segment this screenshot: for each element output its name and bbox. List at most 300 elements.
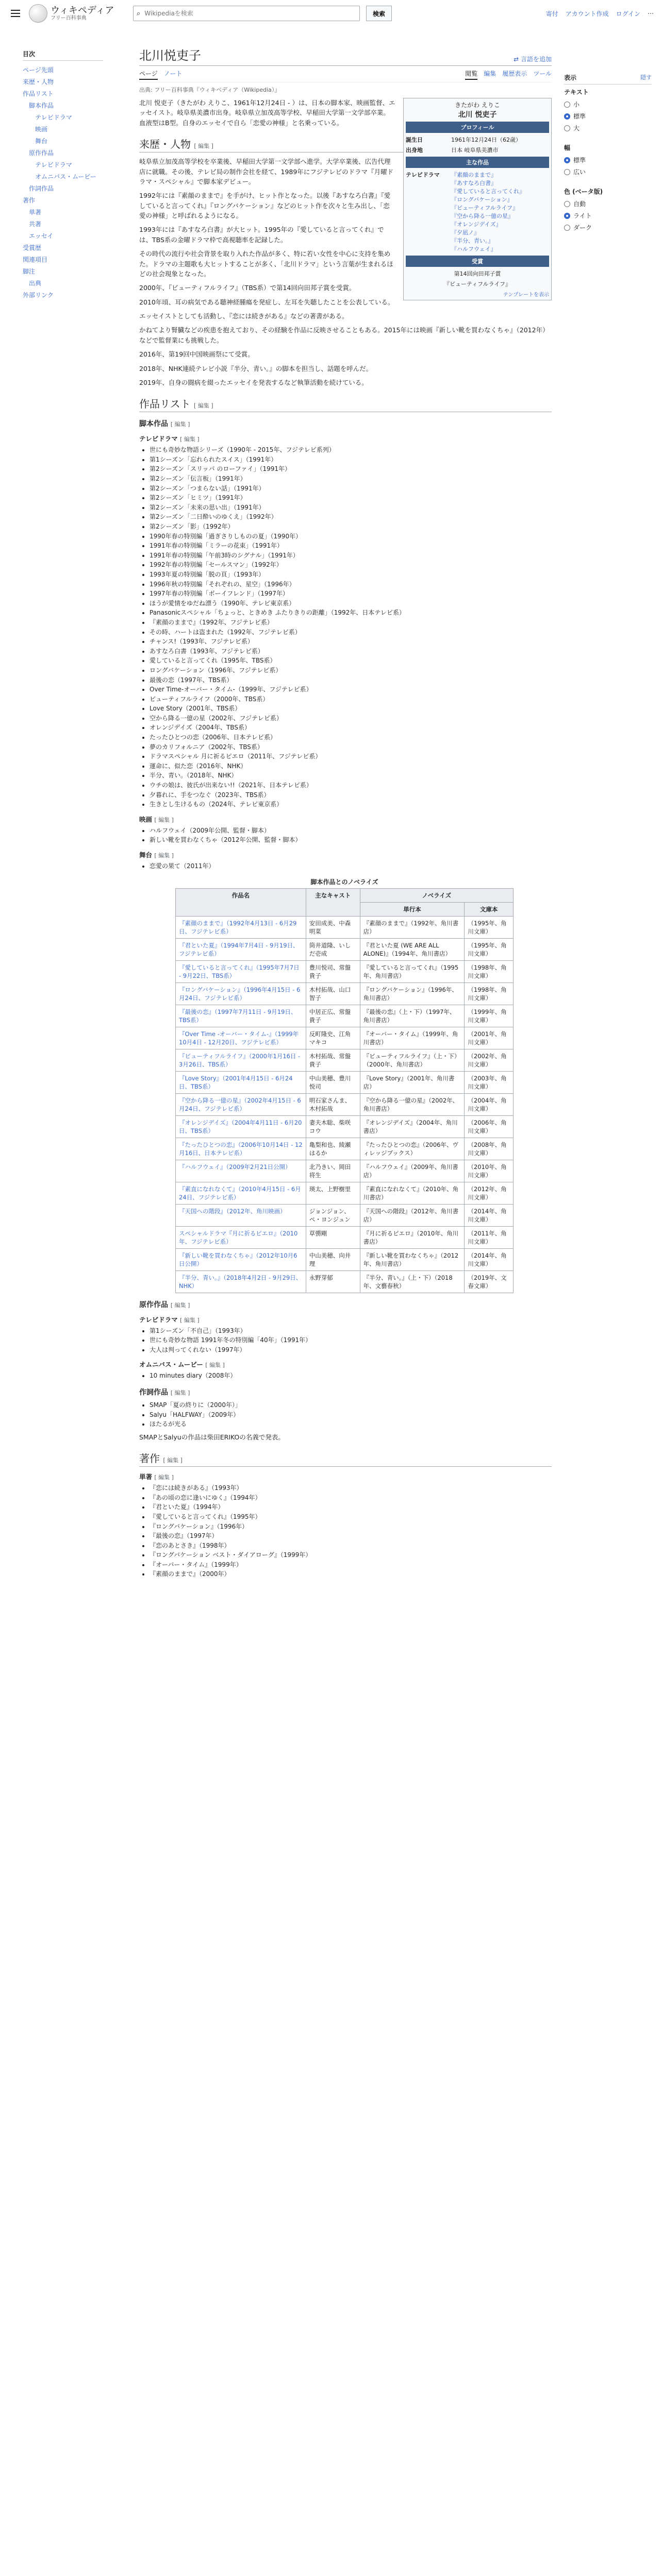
- list-item: • 生きとし生けるもの（2024年、テレビ東京系）: [150, 800, 552, 809]
- appearance-panel: [564, 73, 652, 243]
- edit-link[interactable]: [ 編集 ]: [180, 1316, 200, 1324]
- edit-link[interactable]: [ 編集 ]: [163, 1457, 183, 1464]
- infobox-template-link[interactable]: テンプレートを表示: [503, 292, 549, 298]
- list-item: • 1996年秋の特別編「それぞれの、星空」（1996年）: [150, 580, 552, 589]
- table-cell: 『オレンジデイズ』（2004年、角川書店）: [360, 1115, 465, 1138]
- table-cell: 永野芽郁: [306, 1270, 360, 1293]
- infobox-work-link[interactable]: 『夕凪ノ』: [451, 229, 479, 236]
- table-cell: 『天国への階段』（2012年、角川書店）: [360, 1204, 465, 1226]
- toc-item[interactable]: テレビドラマ: [35, 114, 72, 121]
- section-heading-books: [139, 1450, 552, 1467]
- more-options-icon[interactable]: ⋯: [648, 10, 654, 17]
- toc-item[interactable]: 単著: [29, 209, 42, 216]
- list-item: • Panasonicスペシャル「ちょっと、ときめき ふたりきりの距離」（1992年、日本テレビ系）: [150, 608, 552, 618]
- list-item: • 空から降る一億の星（2002年、フジテレビ系）: [150, 714, 552, 723]
- table-caption: 脚本作品とのノベライズ: [310, 878, 378, 886]
- list-item: • 『恋には続きがある』（1993年）: [150, 1483, 552, 1493]
- table-cell: 『たったひとつの恋』（2006年10月14日 - 12月16日、日本テレビ系）: [176, 1138, 306, 1160]
- table-cell: 『ビューティフルライフ』（上・下）（2000年、角川書店）: [360, 1049, 465, 1071]
- logo-title: ウィキペディア: [51, 5, 114, 16]
- toc-item[interactable]: 原作作品: [29, 149, 54, 157]
- appearance-title: 表示: [564, 74, 577, 81]
- edit-link[interactable]: [ 編集 ]: [170, 421, 190, 428]
- radio-icon: [564, 101, 570, 108]
- tv-heading-text: テレビドラマ: [139, 435, 178, 443]
- infobox-key: 誕生日: [406, 137, 423, 143]
- table-cell: （2008年、角川文庫）: [465, 1138, 514, 1160]
- infobox-work-link[interactable]: 『ハルフウェイ』: [451, 246, 496, 252]
- infobox: [403, 98, 552, 300]
- infobox-award: 第14回向田邦子賞: [454, 270, 501, 277]
- table-cell: （2002年、角川文庫）: [465, 1049, 514, 1071]
- list-item: • ロングバケーション（1996年、フジテレビ系）: [150, 666, 552, 675]
- table-row: [176, 1270, 514, 1293]
- list-item: • ビューティフルライフ（2000年、TBS系）: [150, 694, 552, 704]
- subsection-heading-original: [139, 1299, 552, 1310]
- option-label: 自動: [573, 200, 586, 208]
- infobox-value: 日本 岐阜県美濃市: [451, 147, 499, 154]
- table-cell: 『空から降る一億の星』（2002年4月15日 - 6月24日、フジテレビ系）: [176, 1093, 306, 1115]
- edit-link[interactable]: [ 編集 ]: [205, 1362, 225, 1369]
- list-item: • 1993年夏の特別編「脱の頁」（1993年）: [150, 570, 552, 580]
- table-cell: 瑛太、上野樹里: [306, 1182, 360, 1204]
- toc-item[interactable]: 脚本作品: [29, 102, 54, 109]
- table-row: [176, 1204, 514, 1226]
- infobox-work-link[interactable]: 『素顔のままで』: [451, 172, 496, 178]
- list-item: • 半分、青い。（2018年、NHK）: [150, 771, 552, 781]
- bio-paragraph: 2018年、NHK連続テレビ小説『半分、青い。』の脚本を担当し、話題を呼んだ。: [139, 364, 373, 372]
- text-size-standard[interactable]: [564, 110, 652, 122]
- list-item: • 1992年春の特別編「セールスマン」（1992年）: [150, 560, 552, 570]
- edit-link[interactable]: [ 編集 ]: [180, 436, 200, 443]
- list-item: • 第2シーズン「影」（1992年）: [150, 522, 552, 532]
- hide-appearance-button[interactable]: 隠す: [640, 74, 652, 81]
- movie-heading-text: 映画: [139, 815, 153, 823]
- list-item: • ほうが愛情をゆだね漂う（1990年、テレビ東京系）: [150, 599, 552, 608]
- subsubsection-heading-tv: [139, 434, 552, 443]
- list-item: • 『君といた夏』（1994年）: [150, 1502, 552, 1512]
- table-row: [176, 1071, 514, 1093]
- list-item: • SMAP「夏の終りに（2000年）」: [150, 1400, 552, 1410]
- radio-icon: [564, 169, 570, 175]
- table-header: ノベライズ: [360, 888, 513, 902]
- table-cell: 明石家さんま、木村拓哉: [306, 1093, 360, 1115]
- infobox-row: [406, 145, 549, 155]
- color-label: 色 (ベータ版): [564, 188, 603, 195]
- table-header: 主なキャスト: [306, 888, 360, 916]
- radio-selected-icon: [564, 157, 570, 163]
- table-row: [176, 916, 514, 938]
- edit-link[interactable]: [ 編集 ]: [154, 816, 174, 823]
- table-cell: 『半分、青い。』（上・下）（2018年、文藝春秋）: [360, 1270, 465, 1293]
- intro-paragraph: 北川 悦吏子（きたがわ えりこ、1961年12月24日 - ）は、日本の脚本家、映画監督、エッセイスト。岐阜県美濃市出身。岐阜県立加茂高等学校、早稲田大学第一文学部卒業。血液型はB型。自身のエッセイで自ら「恋愛の神様」と名乗っている。: [139, 99, 395, 127]
- list-item: • 『あの頃の恋に逢いにゆく』（1994年）: [150, 1493, 552, 1503]
- list-item: • ハルフウェイ（2009年公開、監督・脚本）: [150, 826, 552, 836]
- table-cell: 『素直になれなくて』（2010年、角川書店）: [360, 1182, 465, 1204]
- table-cell: ジョンジョン、ペ・ヨンジュン: [306, 1204, 360, 1226]
- bio-paragraph: 2016年、第19回中国映画祭にて受賞。: [139, 350, 254, 359]
- table-cell: 『月に祈るピエロ』（2010年、角川書店）: [360, 1226, 465, 1248]
- list-item: • 1991年春の特別編「ミラーの花束」（1991年）: [150, 541, 552, 551]
- bio-paragraph: 1993年には『あすなろ白書』が大ヒット。1995年の『愛していると言ってくれ』では、TBS系の金曜ドラマ枠で高視聴率を記録した。: [139, 226, 384, 244]
- option-label: 大: [573, 125, 580, 132]
- tab-edit[interactable]: 編集: [484, 70, 496, 77]
- toc-item[interactable]: 映画: [35, 126, 48, 133]
- script-heading-text: 脚本作品: [139, 420, 168, 429]
- list-item: • 『愛していると言ってくれ』（1995年）: [150, 1512, 552, 1522]
- list-item: • 1997年春の特別編「ボーイフレンド」（1997年）: [150, 589, 552, 599]
- login-link[interactable]: ログイン: [616, 10, 640, 18]
- tab-read[interactable]: 閲覧: [465, 69, 477, 80]
- tab-page[interactable]: ページ: [139, 69, 158, 80]
- list-item: • 第2シーズン「伝言板」（1991年）: [150, 474, 552, 484]
- toc-item[interactable]: ページ先頭: [23, 66, 54, 74]
- list-item: • 第1シーズン「忘れられたスイス」（1991年）: [150, 455, 552, 465]
- list-item: • 『ロングバケーション ベスト・ダイアローグ』（1999年）: [150, 1550, 552, 1560]
- radio-icon: [564, 225, 570, 231]
- table-cell: 『新しい靴を買わなくちゃ』（2012年10月6日公開）: [176, 1248, 306, 1270]
- logo-subtitle: フリー百科事典: [51, 15, 87, 22]
- table-cell: 亀梨和也、綾瀬はるか: [306, 1138, 360, 1160]
- color-dark[interactable]: [564, 222, 652, 233]
- list-item: • 第2シーズン「二日酔いのゆくえ」（1992年）: [150, 512, 552, 522]
- table-cell: 『Love Story』（2001年4月15日 - 6月24日、TBS系）: [176, 1071, 306, 1093]
- table-cell: 『君といた夏』（1994年7月4日 - 9月19日、フジテレビ系）: [176, 938, 306, 960]
- radio-selected-icon: [564, 213, 570, 219]
- color-light[interactable]: [564, 210, 652, 222]
- omnibus-works-list: [139, 1371, 552, 1381]
- edit-link[interactable]: [ 編集 ]: [170, 1389, 190, 1396]
- table-header: 文庫本: [465, 902, 514, 916]
- table-cell: 『素顔のままで』（1992年4月13日 - 6月29日、フジテレビ系）: [176, 916, 306, 938]
- table-cell: 『オーバー・タイム』（1999年、角川書店）: [360, 1027, 465, 1049]
- list-item: • 新しい靴を買わなくちゃ（2012年公開、監督・脚本）: [150, 835, 552, 845]
- table-cell: （1999年、角川文庫）: [465, 1005, 514, 1027]
- orig-tv-heading-text: テレビドラマ: [139, 1315, 178, 1324]
- table-cell: （2012年、角川文庫）: [465, 1182, 514, 1204]
- table-cell: 木村拓哉、常盤貴子: [306, 1049, 360, 1071]
- infobox-name-kana: きたがわ えりこ: [455, 101, 500, 109]
- page-tabs: [139, 69, 552, 82]
- list-item: • 最後の恋（1997年、TBS系）: [150, 675, 552, 685]
- edit-link[interactable]: [ 編集 ]: [194, 143, 213, 150]
- text-size-label: テキスト: [564, 89, 589, 96]
- list-item: • Love Story（2001年、TBS系）: [150, 704, 552, 714]
- table-cell: 筒井道隆、いしだ壱成: [306, 938, 360, 960]
- orig-heading-text: 原作作品: [139, 1300, 168, 1309]
- table-cell: （2004年、角川文庫）: [465, 1093, 514, 1115]
- toc-title: 目次: [23, 49, 103, 61]
- table-cell: 妻夫木聡、柴咲コウ: [306, 1115, 360, 1138]
- list-item: • 愛していると言ってくれ（1995年、TBS系）: [150, 656, 552, 666]
- list-item: • 第2シーズン「スリッパ のローファイ」（1991年）: [150, 464, 552, 474]
- list-item: • あすなろ白書（1993年、フジテレビ系）: [150, 647, 552, 656]
- toc-item[interactable]: 来歴・人物: [23, 78, 54, 86]
- stage-works-list: [139, 861, 552, 871]
- table-cell: （2011年、角川文庫）: [465, 1226, 514, 1248]
- table-header: 作品名: [176, 888, 306, 916]
- table-row: [176, 1138, 514, 1160]
- toc-item[interactable]: 作品リスト: [23, 90, 54, 97]
- movie-works-list: [139, 826, 552, 845]
- color-auto[interactable]: [564, 198, 652, 210]
- table-row: [176, 1093, 514, 1115]
- table-row: [176, 938, 514, 960]
- bio-paragraph: かねてより腎臓などの疾患を抱えており、その経験を作品に反映させることもある。2015年には映画『新しい靴を買わなくちゃ』（2012年）などで監督業にも挑戦した。: [139, 326, 549, 344]
- infobox-works-list: [451, 171, 549, 253]
- table-cell: 『愛していると言ってくれ』（1995年7月7日 - 9月22日、TBS系）: [176, 960, 306, 982]
- option-label: 小: [573, 101, 580, 108]
- toc-item[interactable]: 共著: [29, 221, 42, 228]
- list-item: • ドラマスペシャル 月に祈るピエロ（2011年、フジテレビ系）: [150, 752, 552, 761]
- search-input[interactable]: [143, 9, 356, 18]
- bio-heading-text: 来歴・人物: [139, 138, 191, 151]
- single-heading-text: 単著: [139, 1473, 153, 1481]
- table-row: [176, 1248, 514, 1270]
- search-box: [133, 6, 360, 21]
- edit-link[interactable]: [ 編集 ]: [154, 852, 174, 859]
- infobox-key: 出身地: [406, 147, 423, 154]
- list-item: • ウチの娘は、彼氏が出来ない!!（2021年、日本テレビ系）: [150, 781, 552, 790]
- table-cell: 豊川悦司、常盤貴子: [306, 960, 360, 982]
- table-row: [176, 1160, 514, 1182]
- table-cell: 『ロングバケーション』（1996年、角川書店）: [360, 982, 465, 1005]
- list-item: • たったひとつの恋（2006年、日本テレビ系）: [150, 733, 552, 742]
- infobox-works-row: [406, 170, 549, 254]
- table-cell: 『最後の恋』（上・下）（1997年、角川書店）: [360, 1005, 465, 1027]
- list-item: • 恋愛の果て（2011年）: [150, 861, 552, 871]
- tab-tools[interactable]: ツール: [533, 70, 552, 77]
- list-item: • 『オーバー・タイム』（1999年）: [150, 1560, 552, 1570]
- site-header: [0, 0, 662, 27]
- table-cell: 『最後の恋』（1997年7月11日 - 9月19日、TBS系）: [176, 1005, 306, 1027]
- toc-item[interactable]: 外部リンク: [23, 292, 54, 299]
- bio-paragraph: 岐阜県立加茂高等学校を卒業後、早稲田大学第一文学部へ進学。大学卒業後、広告代理店に就職。その後、テレビ局の制作会社を経て、1989年にフジテレビのドラマ『月曜ドラマ・スペシャル』で脚本家デビュー。: [139, 158, 394, 185]
- infobox-profile-header: プロフィール: [406, 122, 549, 133]
- page-source-line: 出典: フリー百科事典『ウィキペディア（Wikipedia）』: [139, 87, 280, 93]
- infobox-work-link[interactable]: 『ロングバケーション』: [451, 196, 513, 203]
- table-cell: 『オレンジデイズ』（2004年4月11日 - 6月20日、TBS系）: [176, 1115, 306, 1138]
- table-cell: （1998年、角川文庫）: [465, 960, 514, 982]
- table-cell: 『Over Time -オーバー・タイム-』（1999年10月4日 - 12月20日、フジテレビ系）: [176, 1027, 306, 1049]
- edit-link[interactable]: [ 編集 ]: [154, 1474, 174, 1481]
- text-size-small[interactable]: [564, 98, 652, 110]
- table-row: [176, 1115, 514, 1138]
- list-item: • Salyu「HALFWAY」（2009年）: [150, 1410, 552, 1420]
- table-cell: （2010年、角川文庫）: [465, 1160, 514, 1182]
- section-heading-works: [139, 396, 552, 412]
- table-cell: （1995年、角川文庫）: [465, 916, 514, 938]
- toc-item[interactable]: 著作: [23, 197, 36, 204]
- table-of-contents: [23, 49, 103, 306]
- infobox-works-label: テレビドラマ: [406, 172, 440, 178]
- toc-item[interactable]: 関連項目: [23, 256, 48, 263]
- infobox-work-link[interactable]: 『ビューティフルライフ』: [451, 205, 519, 211]
- table-cell: 中山美穂、向井理: [306, 1248, 360, 1270]
- list-item: • 『最後の恋』（1997年）: [150, 1531, 552, 1541]
- toc-item[interactable]: 舞台: [35, 138, 48, 145]
- infobox-work-link[interactable]: 『半分、青い。』: [451, 238, 494, 244]
- table-cell: 『新しい靴を買わなくちゃ』（2012年、角川書店）: [360, 1248, 465, 1270]
- subsubsection-heading-omnibus: [139, 1360, 552, 1369]
- language-button-label: 言語を追加: [520, 56, 552, 63]
- toc-item[interactable]: 作詞作品: [29, 185, 54, 192]
- list-item: • オレンジデイズ（2004年、TBS系）: [150, 723, 552, 733]
- infobox-award-header: 受賞: [406, 256, 549, 267]
- infobox-name: 北川 悦吏子: [458, 111, 497, 119]
- edit-link[interactable]: [ 編集 ]: [170, 1301, 190, 1309]
- table-cell: 『ハルフウェイ』（2009年2月21日公開）: [176, 1160, 306, 1182]
- orig-tv-works-list: [139, 1326, 552, 1355]
- table-cell: 『素顔のままで』（1992年、角川書店）: [360, 916, 465, 938]
- bio-paragraph: 2000年、『ビューティフルライフ』（TBS系）で第14回向田邦子賞を受賞。: [139, 284, 356, 292]
- toc-item[interactable]: 受賞歴: [23, 244, 42, 251]
- infobox-work-link[interactable]: 『オレンジデイズ』: [451, 221, 502, 228]
- toc-item[interactable]: エッセイ: [29, 232, 54, 240]
- list-item: • 第2シーズン「未来の思い出」（1991年）: [150, 503, 552, 513]
- table-cell: （1995年、角川文庫）: [465, 938, 514, 960]
- table-cell: 『空から降る一億の星』（2002年、角川書店）: [360, 1093, 465, 1115]
- list-item: • 夢のカリフォルニア（2002年、TBS系）: [150, 742, 552, 752]
- toc-item[interactable]: 脚注: [23, 268, 36, 275]
- width-label: 幅: [564, 144, 571, 151]
- main-menu-icon[interactable]: [8, 6, 23, 21]
- novelization-table: [175, 875, 514, 1293]
- omni-heading-text: オムニバス・ムービー: [139, 1361, 203, 1369]
- table-cell: 『ロングバケーション』（1996年4月15日 - 6月24日、フジテレビ系）: [176, 982, 306, 1005]
- list-item: • 夕暮れに、手をつなぐ（2023年、TBS系）: [150, 790, 552, 800]
- table-row: [176, 1005, 514, 1027]
- subsubsection-heading-single: [139, 1472, 552, 1481]
- text-size-large[interactable]: [564, 122, 652, 134]
- table-row: [176, 1049, 514, 1071]
- stage-heading-text: 舞台: [139, 851, 153, 859]
- lyric-heading-text: 作詞作品: [139, 1388, 168, 1397]
- bio-paragraph: その時代の流行や社会背景を取り入れた作品が多く、特に若い女性を中心に支持を集めた。ドラマの主題歌も大ヒットすることが多く、「北川ドラマ」という言葉が生まれるほどの社会現象となった。: [139, 250, 393, 278]
- table-cell: スペシャルドラマ『月に祈るピエロ』（2010年、フジテレビ系）: [176, 1226, 306, 1248]
- table-cell: 木村拓哉、山口智子: [306, 982, 360, 1005]
- radio-icon: [564, 201, 570, 207]
- table-cell: 北乃きい、岡田将生: [306, 1160, 360, 1182]
- list-item: • 世にも奇妙な物語 1991年冬の特別編「40年」（1991年）: [150, 1335, 552, 1345]
- list-item: • 10 minutes diary（2008年）: [150, 1371, 552, 1381]
- tab-talk[interactable]: ノート: [163, 70, 183, 77]
- page-title: 北川悦吏子: [139, 48, 201, 63]
- donate-link[interactable]: 寄付: [545, 10, 558, 18]
- list-item: • 『素顔のままで』（2000年）: [150, 1569, 552, 1579]
- subsubsection-heading-movie: [139, 815, 552, 824]
- table-cell: 『ハルフウェイ』（2009年、角川書店）: [360, 1160, 465, 1182]
- table-cell: 中山美穂、豊川悦司: [306, 1071, 360, 1093]
- table-cell: 『君といた夏 (WE ARE ALL ALONE)』（1994年、角川書店）: [360, 938, 465, 960]
- list-item: • 大人は判ってくれない（1997年）: [150, 1345, 552, 1355]
- table-cell: （2014年、角川文庫）: [465, 1248, 514, 1270]
- table-cell: 反町隆史、江角マキコ: [306, 1027, 360, 1049]
- table-row: [176, 1182, 514, 1204]
- user-links: [546, 9, 654, 18]
- table-row: [176, 982, 514, 1005]
- bio-paragraph: 1992年には『素顔のままで』を手がけ、ヒット作となった。以後『あすなろ白書』『愛していると言ってくれ』『ロングバケーション』などのヒット作を次々と生み出し、「恋愛の神様」と呼ばれるようになる。: [139, 192, 391, 219]
- option-label: 広い: [573, 168, 586, 176]
- list-item: • 『恋のあとさき』（1998年）: [150, 1541, 552, 1551]
- table-row: [176, 1027, 514, 1049]
- table-cell: （2001年、角川文庫）: [465, 1027, 514, 1049]
- option-label: 標準: [573, 113, 586, 120]
- subsection-heading-script: [139, 418, 552, 429]
- books-list: [139, 1483, 552, 1579]
- width-wide[interactable]: [564, 166, 652, 178]
- subsubsection-heading-stage: [139, 850, 552, 859]
- books-heading-text: 著作: [139, 1452, 160, 1465]
- infobox-works-header: 主な作品: [406, 157, 549, 168]
- table-cell: 安田成美、中森明菜: [306, 916, 360, 938]
- option-label: ダーク: [573, 224, 592, 231]
- table-cell: 『半分、青い。』（2018年4月2日 - 9月29日、NHK）: [176, 1270, 306, 1293]
- globe-logo-icon: [29, 4, 47, 23]
- table-cell: 『愛していると言ってくれ』（1995年、角川書店）: [360, 960, 465, 982]
- table-cell: （2019年、文春文庫）: [465, 1270, 514, 1293]
- list-item: • 『ロングバケーション』（1996年）: [150, 1522, 552, 1532]
- table-cell: 中居正広、常盤貴子: [306, 1005, 360, 1027]
- bio-paragraph: 2010年頃、耳の病気である聴神経腫瘍を発症し、左耳を失聴したことを公表している。: [139, 298, 394, 306]
- toc-item[interactable]: テレビドラマ: [35, 161, 72, 168]
- list-item: • 世にも奇妙な物語シリーズ（1990年 - 2015年、フジテレビ系列）: [150, 445, 552, 455]
- table-cell: （2006年、角川文庫）: [465, 1115, 514, 1138]
- toc-item[interactable]: オムニバス・ムービー: [35, 173, 96, 180]
- bio-paragraph: 2019年、自身の闘病を綴ったエッセイを発表するなど執筆活動を続けている。: [139, 378, 368, 386]
- toc-item[interactable]: 出典: [29, 280, 42, 287]
- list-item: • 第2シーズン「ヒミツ」（1991年）: [150, 493, 552, 503]
- list-item: • Over Time-オーバー・タイム-（1999年、フジテレビ系）: [150, 685, 552, 694]
- list-item: • 第1シーズン「不自己」（1993年）: [150, 1326, 552, 1336]
- table-header: 単行本: [360, 902, 465, 916]
- tab-history[interactable]: 履歴表示: [502, 70, 527, 77]
- table-cell: 『たったひとつの恋』（2006年、ヴィレッジブックス）: [360, 1138, 465, 1160]
- width-standard[interactable]: [564, 154, 652, 166]
- subsubsection-heading-orig-tv: [139, 1315, 552, 1324]
- infobox-work-link[interactable]: 『愛していると言ってくれ』: [451, 188, 525, 195]
- radio-icon: [564, 125, 570, 131]
- infobox-work-link[interactable]: 『空から降る一億の星』: [451, 213, 514, 219]
- works-heading-text: 作品リスト: [139, 398, 191, 411]
- list-item: • 1990年春の特別編「過ぎさりしものの夏」（1990年）: [150, 532, 552, 541]
- wikipedia-logo[interactable]: [29, 4, 127, 23]
- option-label: ライト: [573, 212, 592, 219]
- infobox-work-link[interactable]: 『あすなろ白書』: [451, 180, 496, 187]
- edit-link[interactable]: [ 編集 ]: [193, 402, 213, 410]
- list-item: • 第2シーズン「つまらない話」（1991年）: [150, 484, 552, 494]
- list-item: • 1991年春の特別編「午前3時のシグナル」（1991年）: [150, 551, 552, 561]
- list-item: • その時、ハートは盗まれた（1992年、フジテレビ系）: [150, 628, 552, 637]
- lyric-note: SMAPとSalyuの作品は柴田ERIKOの名義で発表。: [139, 1433, 285, 1441]
- infobox-award: 『ビューティフルライフ』: [443, 281, 511, 287]
- search-icon: ⌕: [137, 9, 141, 18]
- list-item: • チャンス!（1993年、フジテレビ系）: [150, 637, 552, 647]
- language-button[interactable]: ⇄ 言語を追加: [514, 56, 552, 63]
- table-cell: 『天国への階段』（2012年、角川映画）: [176, 1204, 306, 1226]
- tv-works-list: [139, 445, 552, 809]
- infobox-row: [406, 134, 549, 145]
- table-row: [176, 1226, 514, 1248]
- search-button[interactable]: 検索: [366, 6, 392, 21]
- infobox-value: 1961年12月24日（62歳）: [451, 137, 521, 143]
- table-cell: （2003年、角川文庫）: [465, 1071, 514, 1093]
- table-cell: 草彅剛: [306, 1226, 360, 1248]
- subsection-heading-lyrics: [139, 1387, 552, 1397]
- create-account-link[interactable]: アカウント作成: [565, 10, 609, 18]
- table-cell: （1998年、角川文庫）: [465, 982, 514, 1005]
- list-item: • 運命に、似た恋（2016年、NHK）: [150, 761, 552, 771]
